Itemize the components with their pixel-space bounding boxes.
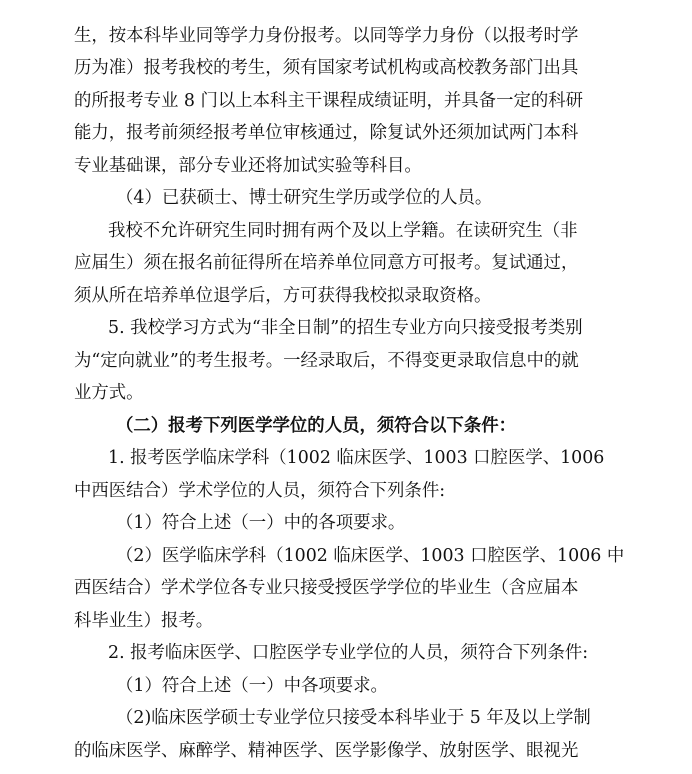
paragraph-line: 业方式。 bbox=[74, 383, 144, 403]
paragraph-line: 专业基础课，部分专业还将加试实验等科目。 bbox=[74, 156, 422, 176]
paragraph-line: 中西医结合）学术学位的人员，须符合下列条件: bbox=[74, 481, 446, 501]
paragraph-line: 我校不允许研究生同时拥有两个及以上学籍。在读研究生（非 bbox=[108, 221, 578, 241]
paragraph-line: 应届生）须在报名前征得所在培养单位同意方可报考。复试通过， bbox=[74, 253, 579, 273]
list-item-line: （2）医学临床学科（1002 临床医学、1003 口腔医学、1006 中 bbox=[116, 546, 625, 566]
list-item-line: （4）已获硕士、博士研究生学历或学位的人员。 bbox=[116, 188, 493, 208]
paragraph-line: 的所报考专业 8 门以上本科主干课程成绩证明，并具备一定的科研 bbox=[74, 91, 584, 111]
list-item-line: （1）符合上述（一）中各项要求。 bbox=[116, 676, 388, 696]
paragraph-line: 的临床医学、麻醉学、精神医学、医学影像学、放射医学、眼视光 bbox=[74, 741, 579, 761]
paragraph-line: 西医结合）学术学位各专业只接受授医学学位的毕业生（含应届本 bbox=[74, 578, 579, 598]
paragraph-line: 科毕业生）报考。 bbox=[74, 611, 214, 631]
paragraph-line: 2. 报考临床医学、口腔医学专业学位的人员，须符合下列条件: bbox=[108, 643, 589, 663]
section-heading: （二）报考下列医学学位的人员，须符合以下条件： bbox=[116, 416, 516, 436]
paragraph-line: 生，按本科毕业同等学力身份报考。以同等学力身份（以报考时学 bbox=[74, 26, 579, 46]
paragraph-line: 1. 报考医学临床学科（1002 临床医学、1003 口腔医学、1006 bbox=[108, 448, 605, 468]
list-item-line: （1）符合上述（一）中的各项要求。 bbox=[116, 513, 406, 533]
paragraph-line: 历为准）报考我校的考生，须有国家考试机构或高校教务部门出具 bbox=[74, 58, 579, 78]
list-item-line: （2)临床医学硕士专业学位只接受本科毕业于 5 年及以上学制 bbox=[116, 708, 591, 728]
paragraph-line: 为“定向就业”的考生报考。一经录取后，不得变更录取信息中的就 bbox=[74, 351, 579, 371]
paragraph-line: 须从所在培养单位退学后，方可获得我校拟录取资格。 bbox=[74, 286, 492, 306]
paragraph-line: 5. 我校学习方式为“非全日制”的招生专业方向只接受报考类别 bbox=[108, 318, 583, 338]
paragraph-line: 能力，报考前须经报考单位审核通过，除复试外还须加试两门本科 bbox=[74, 123, 579, 143]
